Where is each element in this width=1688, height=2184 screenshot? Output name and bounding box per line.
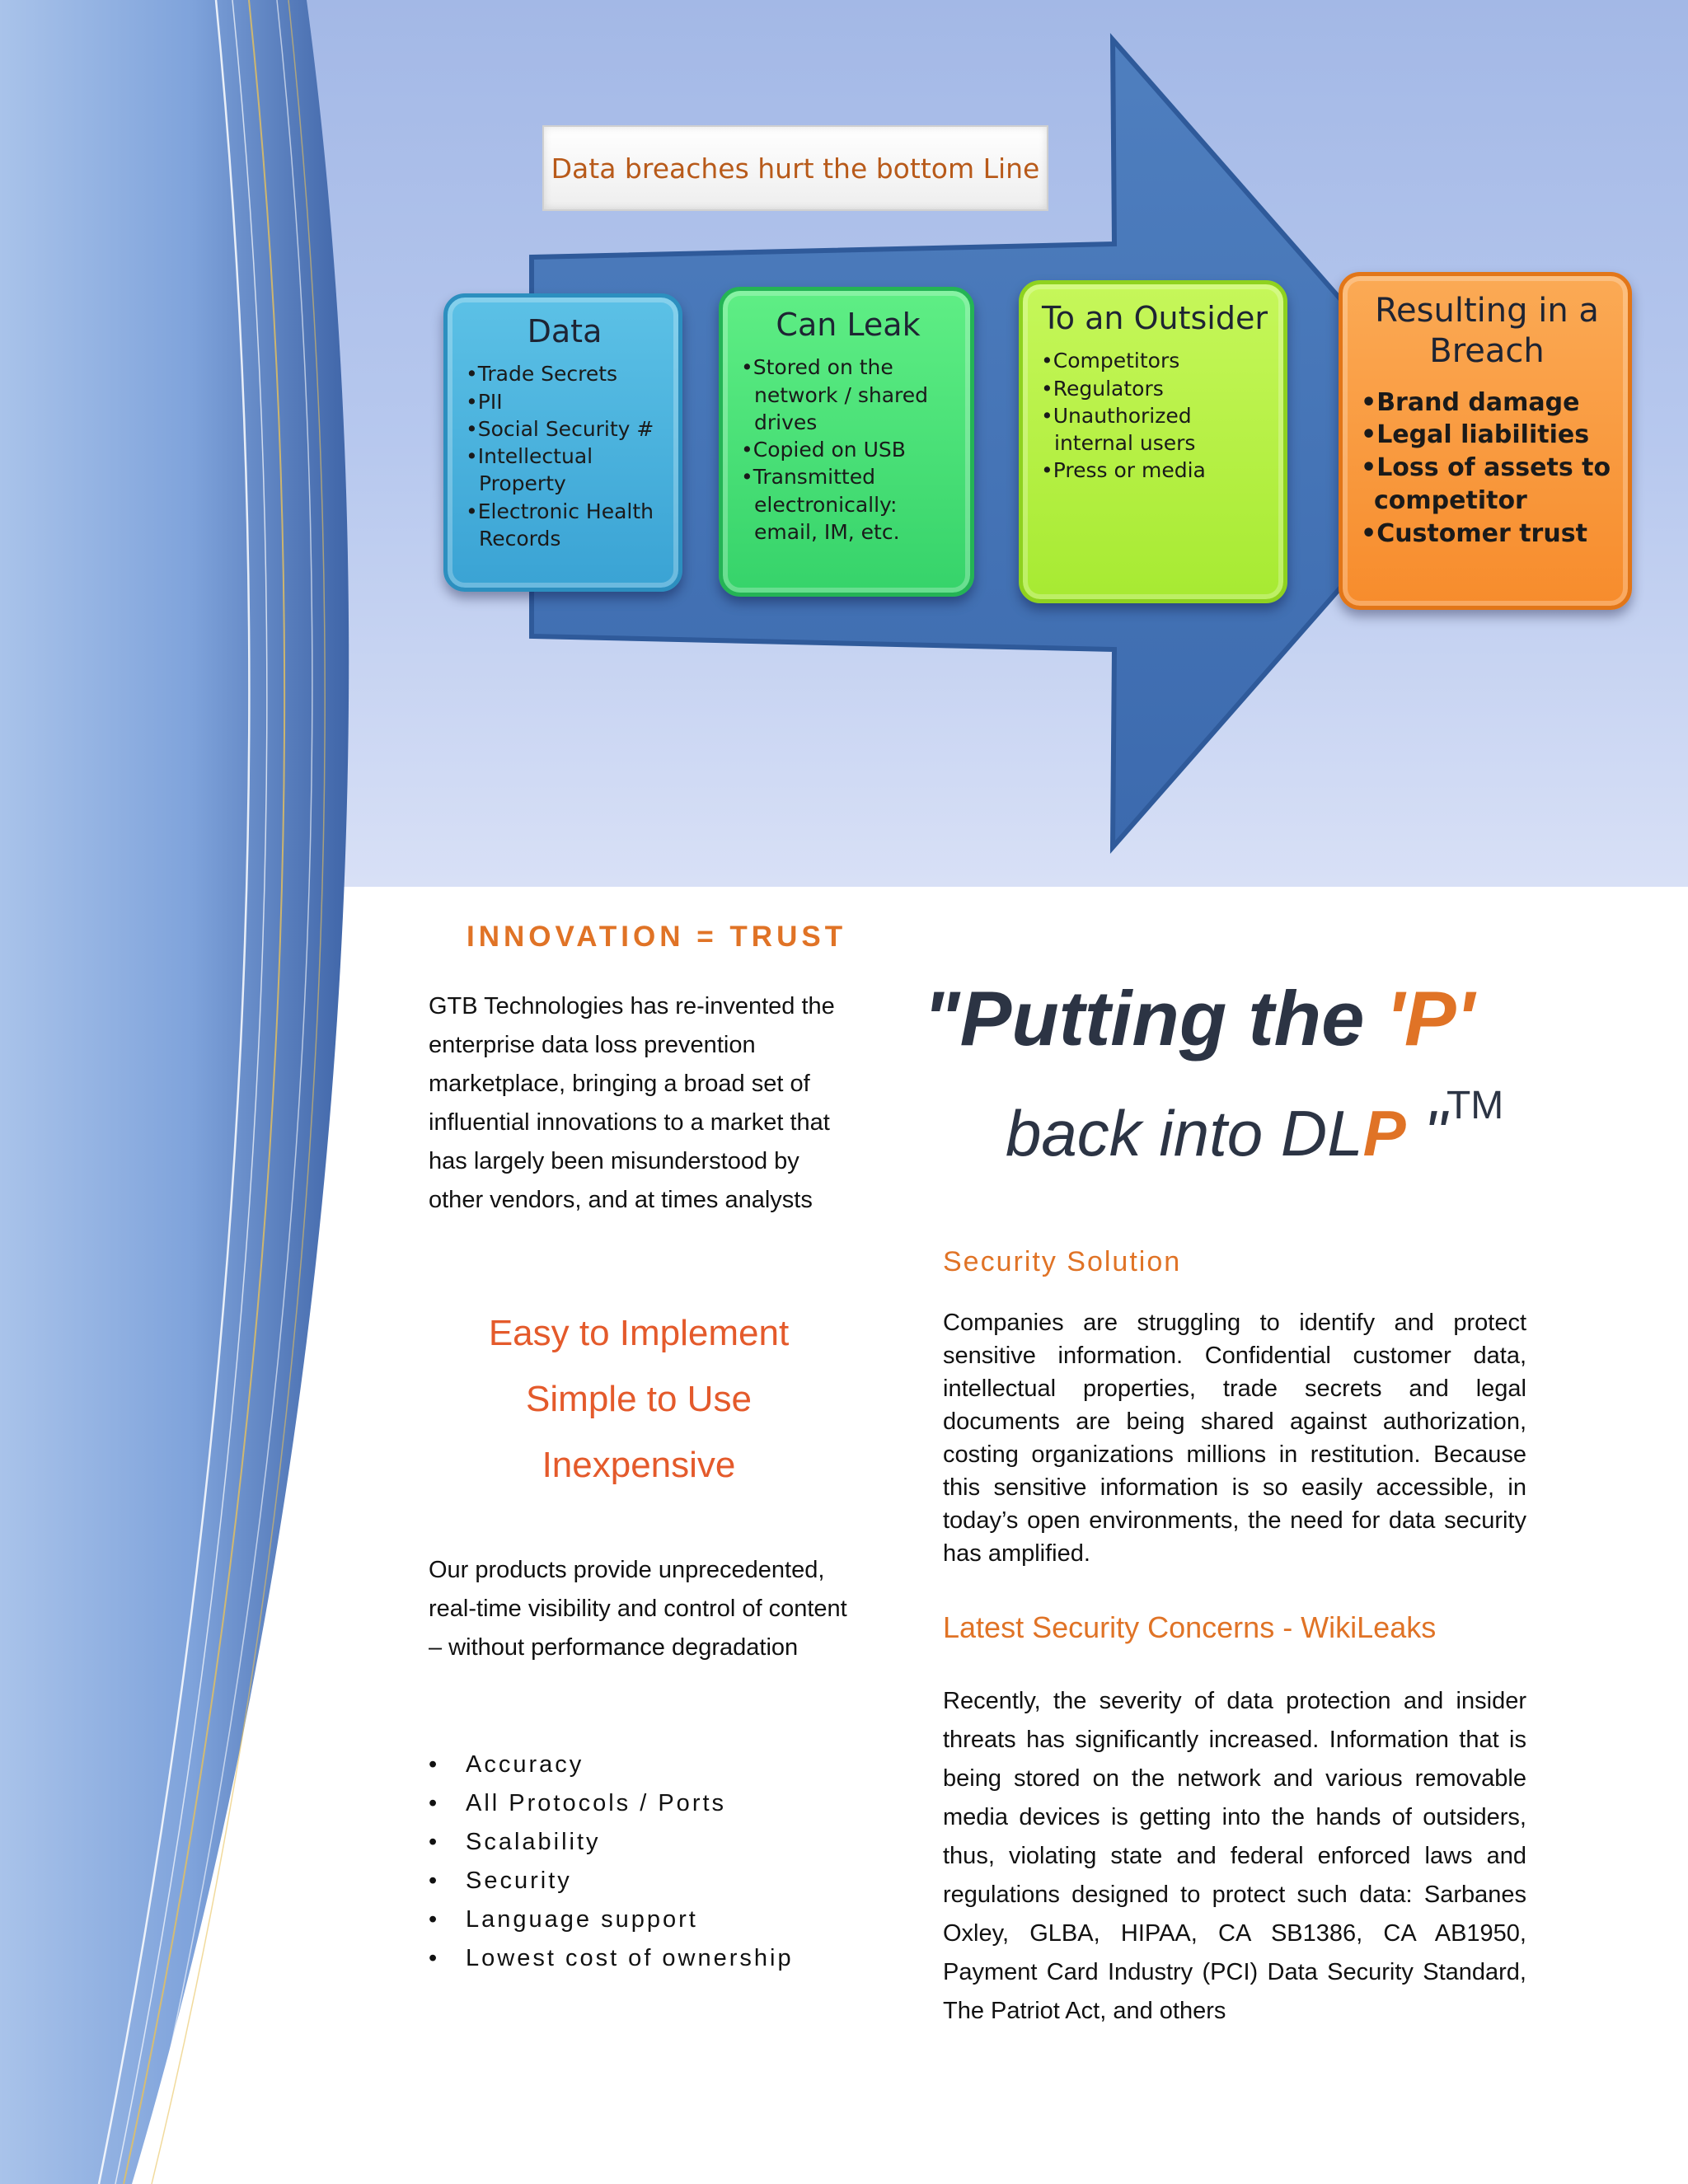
tagline-line-2 <box>1006 1084 1504 1171</box>
security-solution-paragraph: Companies are struggling to identify and protect sensitive information. Confidential customer data, intellectual properties, trade secrets and legal documents are being shared against authorization, costing organizations millions in restitution. Because this sensitive information is so easily accessible, in today’s open environments, the need for data security has amplified. <box>943 1310 1526 1567</box>
tagline-p-highlight: P <box>1362 1097 1406 1169</box>
benefit-inexpensive: Inexpensive <box>542 1445 736 1485</box>
innovation-heading: INNOVATION = TRUST <box>467 921 847 953</box>
tagline-line-1 <box>923 974 1475 1063</box>
benefits-list <box>429 1301 849 1498</box>
stage-item: • Brand damage <box>1361 387 1613 419</box>
feature-item: • Lowest cost of ownership <box>429 1939 794 1978</box>
feature-item: • Scalability <box>429 1823 794 1862</box>
stage-item: • Press or media <box>1041 457 1268 484</box>
stage-item: • Customer trust <box>1361 518 1613 551</box>
tagline-text: back into DL <box>1006 1097 1363 1169</box>
stage-title: Resulting in a Breach <box>1375 292 1599 370</box>
stage-title: To an Outsider <box>1042 300 1268 336</box>
stage-item: • Copied on USB <box>741 436 955 463</box>
stage-item: • Regulators <box>1041 375 1268 402</box>
security-solution-heading: Security Solution <box>943 1246 1182 1277</box>
intro-paragraph: GTB Technologies has re-invented the enterprise data loss prevention marketplace, bringing a broad set of influential innovations to a market that has largely been misunderstood by other vendors, and at times analysts <box>429 993 835 1213</box>
tagline-p-highlight: 'P' <box>1386 975 1475 1062</box>
stage-title: Can Leak <box>776 307 921 343</box>
wikileaks-paragraph: Recently, the severity of data protection and insider threats has significantly increased. Information that is being stored on the network and various removable media devices is getting into the hands of outsiders, thus, violating state and federal enforced laws and regulations designed to protect such data: Sarbanes Oxley, GLBA, HIPAA, CA SB1386, CA AB1950, Payment Card Industry (PCI) Data Security Standard, The Patriot Act, and others <box>943 1688 1526 2024</box>
tagline-text: "Putting the <box>923 975 1386 1062</box>
bottom-line-banner: Data breaches hurt the bottom Line <box>542 125 1048 211</box>
stage-box-can-leak <box>719 287 974 597</box>
stage-item: • Unauthorized internal users <box>1041 402 1268 457</box>
products-paragraph: Our products provide unprecedented, real-time visibility and control of content – without performance degradation <box>429 1557 847 1661</box>
stage-item: • Electronic Health Records <box>466 498 663 553</box>
feature-item: • Language support <box>429 1900 794 1939</box>
stage-item: • Competitors <box>1041 347 1268 374</box>
feature-item: • Security <box>429 1862 794 1900</box>
tagline-text: " <box>1405 1097 1447 1169</box>
stage-item: • Transmitted electronically: email, IM, etc. <box>741 463 955 546</box>
benefit-easy: Easy to Implement <box>488 1313 790 1353</box>
trademark-mark: TM <box>1446 1084 1504 1127</box>
feature-item: • All Protocols / Ports <box>429 1784 794 1823</box>
stage-item: • PII <box>466 388 663 415</box>
stage-box-outsider <box>1019 280 1287 603</box>
stage-item: • Stored on the network / shared drives <box>741 354 955 436</box>
stage-item: • Legal liabilities <box>1361 419 1613 452</box>
wikileaks-heading: Latest Security Concerns - WikiLeaks <box>943 1610 1437 1644</box>
stage-title: Data <box>527 313 603 349</box>
stage-item: • Intellectual Property <box>466 443 663 498</box>
stage-item: • Loss of assets to competitor <box>1361 452 1613 518</box>
stage-box-data <box>443 293 682 592</box>
stage-item: • Social Security # <box>466 415 663 443</box>
decorative-side-band <box>0 0 396 2184</box>
stage-item: • Trade Secrets <box>466 360 663 387</box>
feature-item: • Accuracy <box>429 1746 794 1784</box>
benefit-simple: Simple to Use <box>526 1379 752 1419</box>
stage-box-breach <box>1339 272 1632 610</box>
features-list <box>429 1746 794 1978</box>
